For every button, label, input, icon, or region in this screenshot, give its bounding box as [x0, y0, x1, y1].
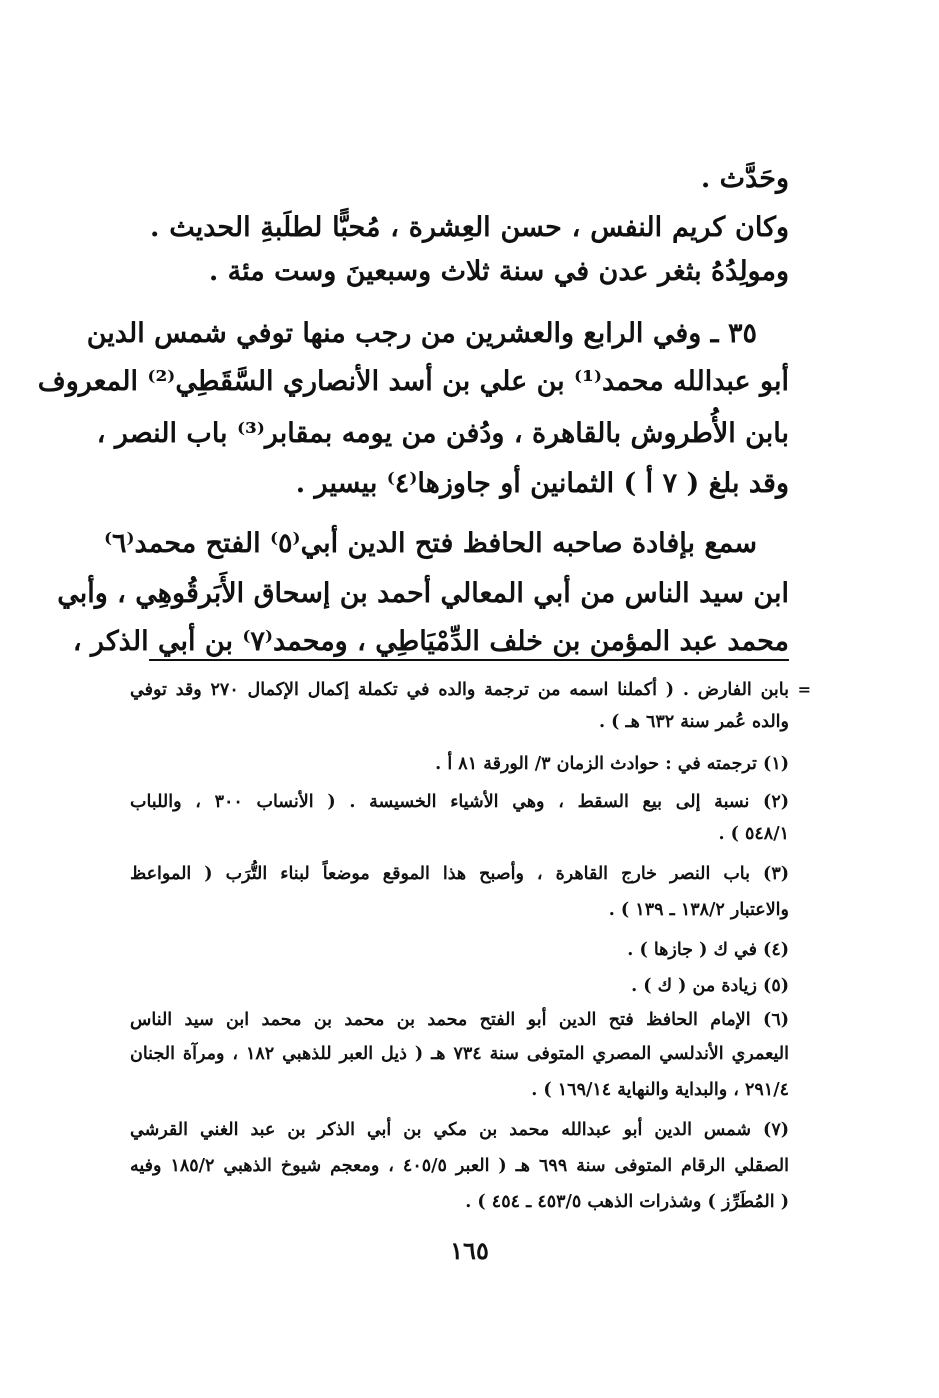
footnote-line: (٣) باب النصر خارج القاهرة ، وأصبح هذا الموقع موضعاً لبناء التُّرَب ( المواعظ [130, 864, 789, 884]
footnote-line: الصقلي الرقام المتوفى سنة ٦٩٩ هـ ( العبر ٤٠٥/٥ ، ومعجم شيوخ الذهبي ١٨٥/٢ وفيه [130, 1156, 789, 1176]
body-line: محمد عبد المؤمن بن خلف الدِّمْيَاطِي ، ومحمد⁽٧⁾ بن أبي الذكر ، [72, 626, 789, 657]
body-line: وكان كريم النفس ، حسن العِشرة ، مُحبًّا لطلَبةِ الحديث . [150, 212, 789, 243]
footnote-line: (٧) شمس الدين أبو عبدالله محمد بن مكي بن أبي الذكر بن عبد الغني القرشي [130, 1120, 789, 1140]
footnote-line: (٢) نسبة إلى بيع السقط ، وهي الأشياء الخسيسة . ( الأنساب ٣٠٠ ، واللباب [130, 792, 790, 812]
body-line: وقد بلغ ( ٧ أ ) الثمانين أو جاوزها⁽٤⁾ بيسير . [295, 468, 789, 499]
footnote-line: (٦) الإمام الحافظ فتح الدين أبو الفتح محمد بن محمد بن محمد ابن سيد الناس [130, 1010, 789, 1030]
body-line: ٣٥ ـ وفي الرابع والعشرين من رجب منها توفي شمس الدين [86, 318, 757, 349]
body-line: ابن سيد الناس من أبي المعالي أحمد بن إسحاق الأَبَرقُوهِي ، وأبي [57, 578, 789, 609]
footnote-line: ٢٩١/٤ ، والبداية والنهاية ١٦٩/١٤ ) . [531, 1080, 789, 1100]
body-line: بابن الأُطروش بالقاهرة ، ودُفن من يومه بمقابر⁽³⁾ باب النصر ، [96, 418, 789, 449]
footnote-divider [149, 659, 789, 661]
page-number: ١٦٥ [450, 1236, 489, 1265]
footnote-continuation-mark: = [797, 680, 811, 699]
body-line: ومولِدُهُ بثغر عدن في سنة ثلاث وسبعينَ وست مئة . [208, 256, 789, 287]
footnote-line: (١) ترجمته في : حوادث الزمان ٣/ الورقة ٨١ أ . [435, 754, 789, 774]
body-line: سمع بإفادة صاحبه الحافظ فتح الدين أبي⁽٥⁾ الفتح محمد⁽٦⁾ [103, 528, 757, 559]
footnote-line: ٥٤٨/١ ) . [718, 824, 789, 844]
body-line: وحَدَّث . [700, 163, 789, 194]
footnote-line: بابن الفارض . ( أكملنا اسمه من ترجمة والده في تكملة إكمال الإكمال ٢٧٠ وقد توفي [130, 680, 789, 700]
footnote-line: والاعتبار ١٣٨/٢ ـ ١٣٩ ) . [608, 900, 789, 920]
footnote-line: (٥) زيادة من ( ك ) . [631, 976, 789, 996]
footnote-line: والده عُمر سنة ٦٣٢ هـ ) . [598, 712, 789, 732]
footnote-line: ( المُطَرِّز ) وشذرات الذهب ٤٥٣/٥ ـ ٤٥٤ ) . [465, 1192, 789, 1212]
footnote-line: (٤) في ك ( جازها ) . [627, 940, 789, 960]
footnote-line: اليعمري الأندلسي المصري المتوفى سنة ٧٣٤ هـ ( ذيل العبر للذهبي ١٨٢ ، ومرآة الجنان [130, 1044, 789, 1064]
body-line: أبو عبدالله محمد⁽¹⁾ بن علي بن أسد الأنصاري السَّقَطِي⁽²⁾ المعروف [37, 366, 789, 397]
